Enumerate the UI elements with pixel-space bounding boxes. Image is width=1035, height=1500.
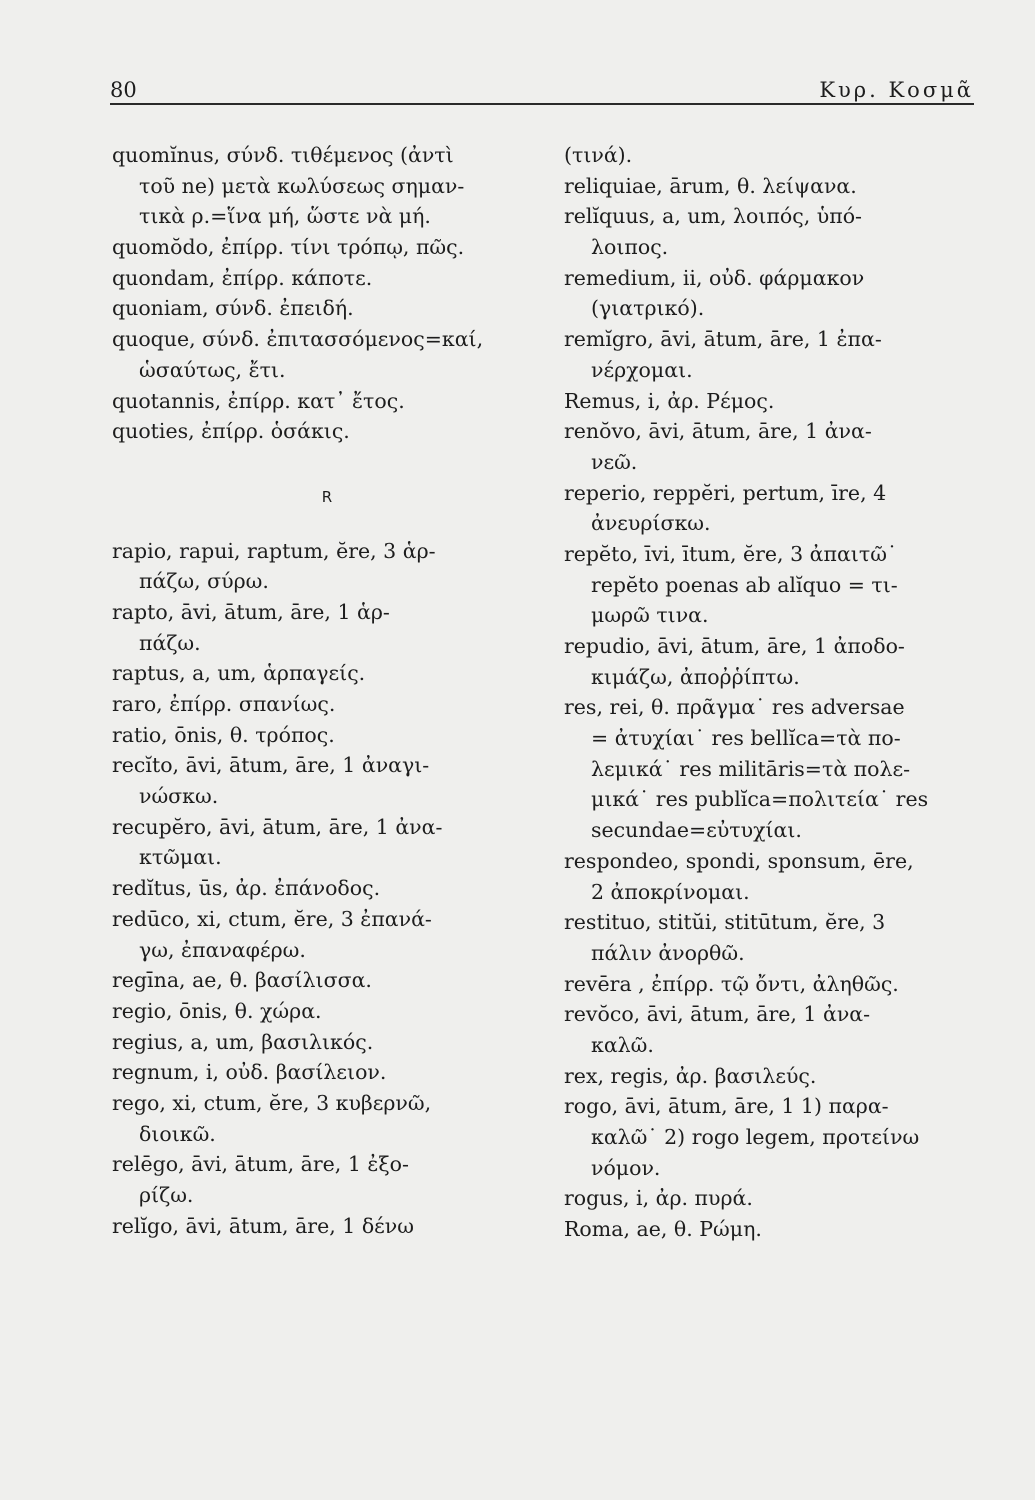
running-head-author: Κυρ. Κοσμᾶ: [819, 78, 974, 102]
entry-line: νέρχομαι.: [591, 357, 693, 382]
entry-line: reperio, reppĕri, pertum, īre, 4: [564, 480, 887, 505]
entry-line: quoties, ἐπίρρ. ὁσάκις.: [112, 419, 350, 444]
entry-line: μωρῶ τινα.: [591, 603, 709, 628]
entry-line: πάζω, σύρω.: [139, 569, 269, 594]
entry-line: λοιπος.: [591, 235, 669, 260]
entry-line: raptus, a, um, ἁρπαγείς.: [112, 661, 366, 686]
entry-line: regīna, ae, θ. βασίλισσα.: [112, 968, 372, 993]
entry-line: renŏvo, āvi, ātum, āre, 1 ἀνα-: [564, 419, 872, 444]
entry-line: quotannis, ἐπίρρ. κατ᾽ ἔτος.: [112, 388, 405, 413]
entry-line: Roma, ae, θ. Ρώμη.: [564, 1217, 762, 1242]
entry-line: quondam, ἐπίρρ. κάποτε.: [112, 265, 373, 290]
entry-line: repudio, āvi, ātum, āre, 1 ἀποδο-: [564, 634, 905, 658]
entry-line: remedium, ii, οὐδ. φάρμακον: [564, 265, 865, 290]
entry-line: relēgo, āvi, ātum, āre, 1 ἐξο-: [112, 1152, 409, 1177]
entry-line: καλῶ˙ 2) rogo legem, προτείνω: [591, 1125, 920, 1149]
entry-line: = ἀτυχίαι˙ res bellĭca=τὰ πο-: [591, 726, 901, 751]
entry-line: τικὰ ρ.=ἵνα μή, ὥστε νὰ μή.: [139, 204, 431, 229]
entry-line: γω, ἐπαναφέρω.: [139, 937, 306, 962]
entry-line: quomĭnus, σύνδ. τιθέμενος (ἀντὶ: [112, 143, 454, 167]
entry-line: διοικῶ.: [139, 1121, 216, 1146]
entry-line: res, rei, θ. πρᾶγμα˙ res adversae: [564, 695, 905, 720]
entry-line: rex, regis, ἀρ. βασιλεύς.: [564, 1063, 817, 1088]
section-letter: R: [321, 487, 333, 506]
entry-line: regius, a, um, βασιλικός.: [112, 1029, 374, 1054]
entry-line: redĭtus, ūs, ἀρ. ἐπάνοδος.: [112, 876, 381, 901]
entry-line: ἀνευρίσκω.: [591, 511, 711, 536]
entry-line: repĕto poenas ab alĭquo = τι-: [591, 572, 898, 597]
entry-line: recĭto, āvi, ātum, āre, 1 ἀναγι-: [112, 753, 430, 778]
entry-line: τοῦ ne) μετὰ κωλύσεως σημαν-: [139, 173, 465, 198]
entry-line: νόμον.: [591, 1155, 661, 1180]
entry-line: relĭgo, āvi, ātum, āre, 1 δένω: [112, 1213, 414, 1238]
entry-line: (γιατρικό).: [591, 296, 705, 321]
entry-line: reliquiae, ārum, θ. λείψανα.: [564, 173, 857, 198]
page-header: [110, 72, 974, 102]
entry-line: quomŏdo, ἐπίρρ. τίνι τρόπῳ, πῶς.: [112, 235, 465, 260]
entry-line: νώσκω.: [139, 784, 219, 809]
entry-line: restituo, stitŭi, stitūtum, ĕre, 3: [564, 910, 886, 935]
entry-line: redūco, xi, ctum, ĕre, 3 ἐπανά-: [112, 906, 432, 931]
entry-line: rapto, āvi, ātum, āre, 1 ἁρ-: [112, 599, 390, 624]
entry-line: πάζω.: [139, 630, 201, 655]
entry-line: Remus, i, ἀρ. Ρέμος.: [564, 388, 775, 413]
entry-line: νεῶ.: [591, 449, 638, 474]
entry-line: κιμάζω, ἀποῤῥίπτω.: [591, 664, 800, 689]
entry-line: 2 ἀποκρίνομαι.: [591, 879, 750, 904]
entry-line: (τινά).: [564, 143, 633, 167]
entry-line: rego, xi, ctum, ĕre, 3 κυβερνῶ,: [112, 1090, 432, 1115]
entry-line: ὡσαύτως, ἔτι.: [139, 357, 286, 382]
entry-line: repĕto, īvi, ītum, ĕre, 3 ἀπαιτῶ˙: [564, 541, 898, 566]
entry-line: μικά˙ res publĭca=πολιτεία˙ res: [591, 787, 929, 812]
entry-line: remĭgro, āvi, ātum, āre, 1 ἐπα-: [564, 327, 882, 352]
entry-line: καλῶ.: [591, 1032, 654, 1057]
left-column: [112, 140, 542, 1241]
entry-line: respondeo, spondi, sponsum, ēre,: [564, 848, 914, 873]
entry-line: rogus, i, ἀρ. πυρά.: [564, 1186, 753, 1211]
entry-line: relĭquus, a, um, λοιπός, ὑπό-: [564, 204, 862, 229]
entry-line: ratio, ōnis, θ. τρόπος.: [112, 722, 335, 747]
entry-line: revēra , ἐπίρρ. τῷ ὄντι, ἀληθῶς.: [564, 971, 899, 996]
entry-line: πάλιν ἀνορθῶ.: [591, 940, 745, 965]
entry-line: rapio, rapui, raptum, ĕre, 3 ἁρ-: [112, 538, 436, 563]
entry-line: raro, ἐπίρρ. σπανίως.: [112, 692, 336, 716]
entry-line: κτῶμαι.: [139, 845, 222, 870]
page-number: 80: [110, 78, 137, 102]
entry-line: ρίζω.: [139, 1183, 194, 1207]
entry-line: secundae=εὐτυχίαι.: [591, 818, 802, 843]
entry-line: quoniam, σύνδ. ἐπειδή.: [112, 296, 354, 321]
entry-line: regio, ōnis, θ. χώρα.: [112, 998, 322, 1023]
entry-line: regnum, i, οὐδ. βασίλειον.: [112, 1060, 387, 1085]
entry-line: rogo, āvi, ātum, āre, 1 1) παρα-: [564, 1094, 889, 1119]
entry-line: revŏco, āvi, ātum, āre, 1 ἀνα-: [564, 1002, 871, 1027]
right-column: [564, 140, 978, 1245]
entry-line: λεμικά˙ res militāris=τὰ πολε-: [591, 756, 911, 781]
entry-line: quoque, σύνδ. ἐπιτασσόμενος=καί,: [112, 327, 484, 352]
entry-line: recupĕro, āvi, ātum, āre, 1 ἀνα-: [112, 814, 443, 839]
header-rule: [110, 103, 974, 105]
